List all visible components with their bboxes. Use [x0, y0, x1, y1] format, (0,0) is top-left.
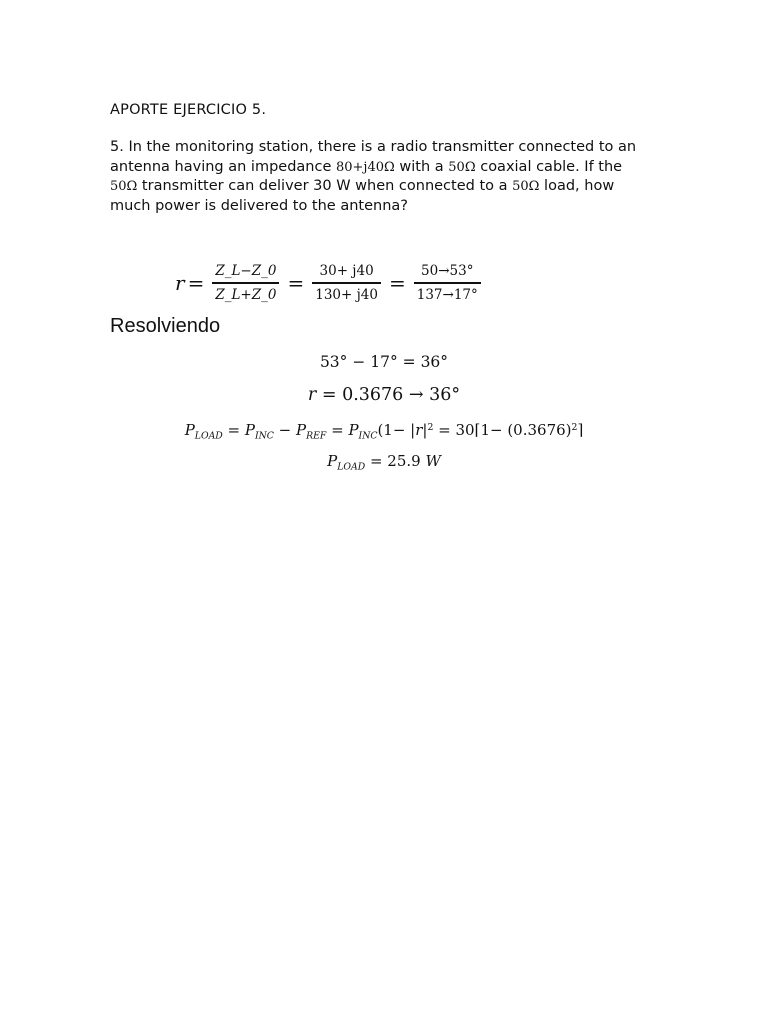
fraction-denominator: Z_L+Z_0 [215, 286, 277, 303]
problem-text: transmitter can deliver 30 W when connected to a [137, 178, 513, 194]
expression-text: | [422, 421, 428, 439]
subscript-load: LOAD [194, 430, 223, 442]
problem-text: coaxial cable. If the [475, 158, 623, 175]
equals-sign: = [326, 421, 349, 439]
power-symbol: P [348, 421, 359, 439]
power-equation [0, 421, 768, 441]
reflection-symbol: r [175, 271, 185, 295]
subscript-load: LOAD [337, 461, 366, 473]
reflection-value: = 0.3676 → 36° [321, 385, 461, 405]
equals-sign: = [187, 271, 205, 295]
problem-line-1: 5. In the monitoring station, there is a radio transmitter connected to an [110, 139, 637, 155]
fraction-values [312, 263, 381, 302]
problem-text: antenna having an impedance [110, 158, 336, 175]
angle-equation: 53° − 17° = 36° [319, 353, 449, 371]
power-unit: W [425, 452, 441, 470]
problem-statement [110, 138, 670, 216]
power-result-equation [0, 452, 768, 472]
fraction-impedance [212, 263, 279, 302]
expression-text: (1− | [377, 421, 416, 439]
expression-text: ⌉ [577, 421, 584, 439]
section-heading: Resolviendo [110, 315, 221, 337]
fraction-bar [212, 282, 279, 283]
problem-text: with a [394, 158, 449, 175]
equals-sign: = [388, 271, 406, 295]
fraction-numerator: 30+ j40 [319, 263, 374, 280]
reflection-symbol: r [307, 385, 317, 405]
power-symbol: P [295, 421, 307, 439]
fraction-bar [312, 282, 381, 283]
subscript-inc: INC [254, 430, 274, 442]
minus-sign: − [273, 421, 296, 439]
reflection-symbol: r [415, 421, 423, 439]
subscript-inc: INC [358, 430, 378, 442]
exercise-heading: APORTE EJERCICIO 5. [110, 102, 267, 118]
exponent: 2 [571, 421, 578, 433]
exponent: 2 [427, 421, 434, 433]
ohm-math: 50Ω [448, 159, 476, 175]
fraction-polar [414, 263, 481, 302]
fraction-denominator: 130+ j40 [315, 286, 378, 303]
equals-sign: = [222, 421, 245, 439]
ohm-math: 50Ω [110, 179, 138, 194]
expression-text: = 30⌈1− (0.3676) [433, 421, 572, 439]
fraction-denominator: 137→17° [416, 286, 478, 303]
power-symbol: P [327, 452, 338, 470]
equals-sign: = [287, 271, 305, 295]
problem-line-4: much power is delivered to the antenna? [110, 197, 408, 214]
fraction-numerator: 50→53° [421, 263, 474, 280]
problem-text: load, how [539, 178, 615, 194]
power-symbol: P [244, 421, 255, 439]
reflection-result-equation [0, 385, 768, 405]
power-value: = 25.9 [365, 452, 426, 470]
subscript-ref: REF [306, 430, 327, 442]
problem-line-3 [110, 177, 670, 197]
fraction-bar [414, 282, 481, 283]
fraction-numerator: Z_L−Z_0 [215, 263, 277, 280]
reflection-coefficient-equation [175, 258, 486, 308]
power-symbol: P [184, 421, 195, 439]
impedance-math: 80+j40Ω [336, 159, 395, 175]
problem-line-2 [110, 158, 670, 178]
ohm-math: 50Ω [512, 179, 540, 194]
